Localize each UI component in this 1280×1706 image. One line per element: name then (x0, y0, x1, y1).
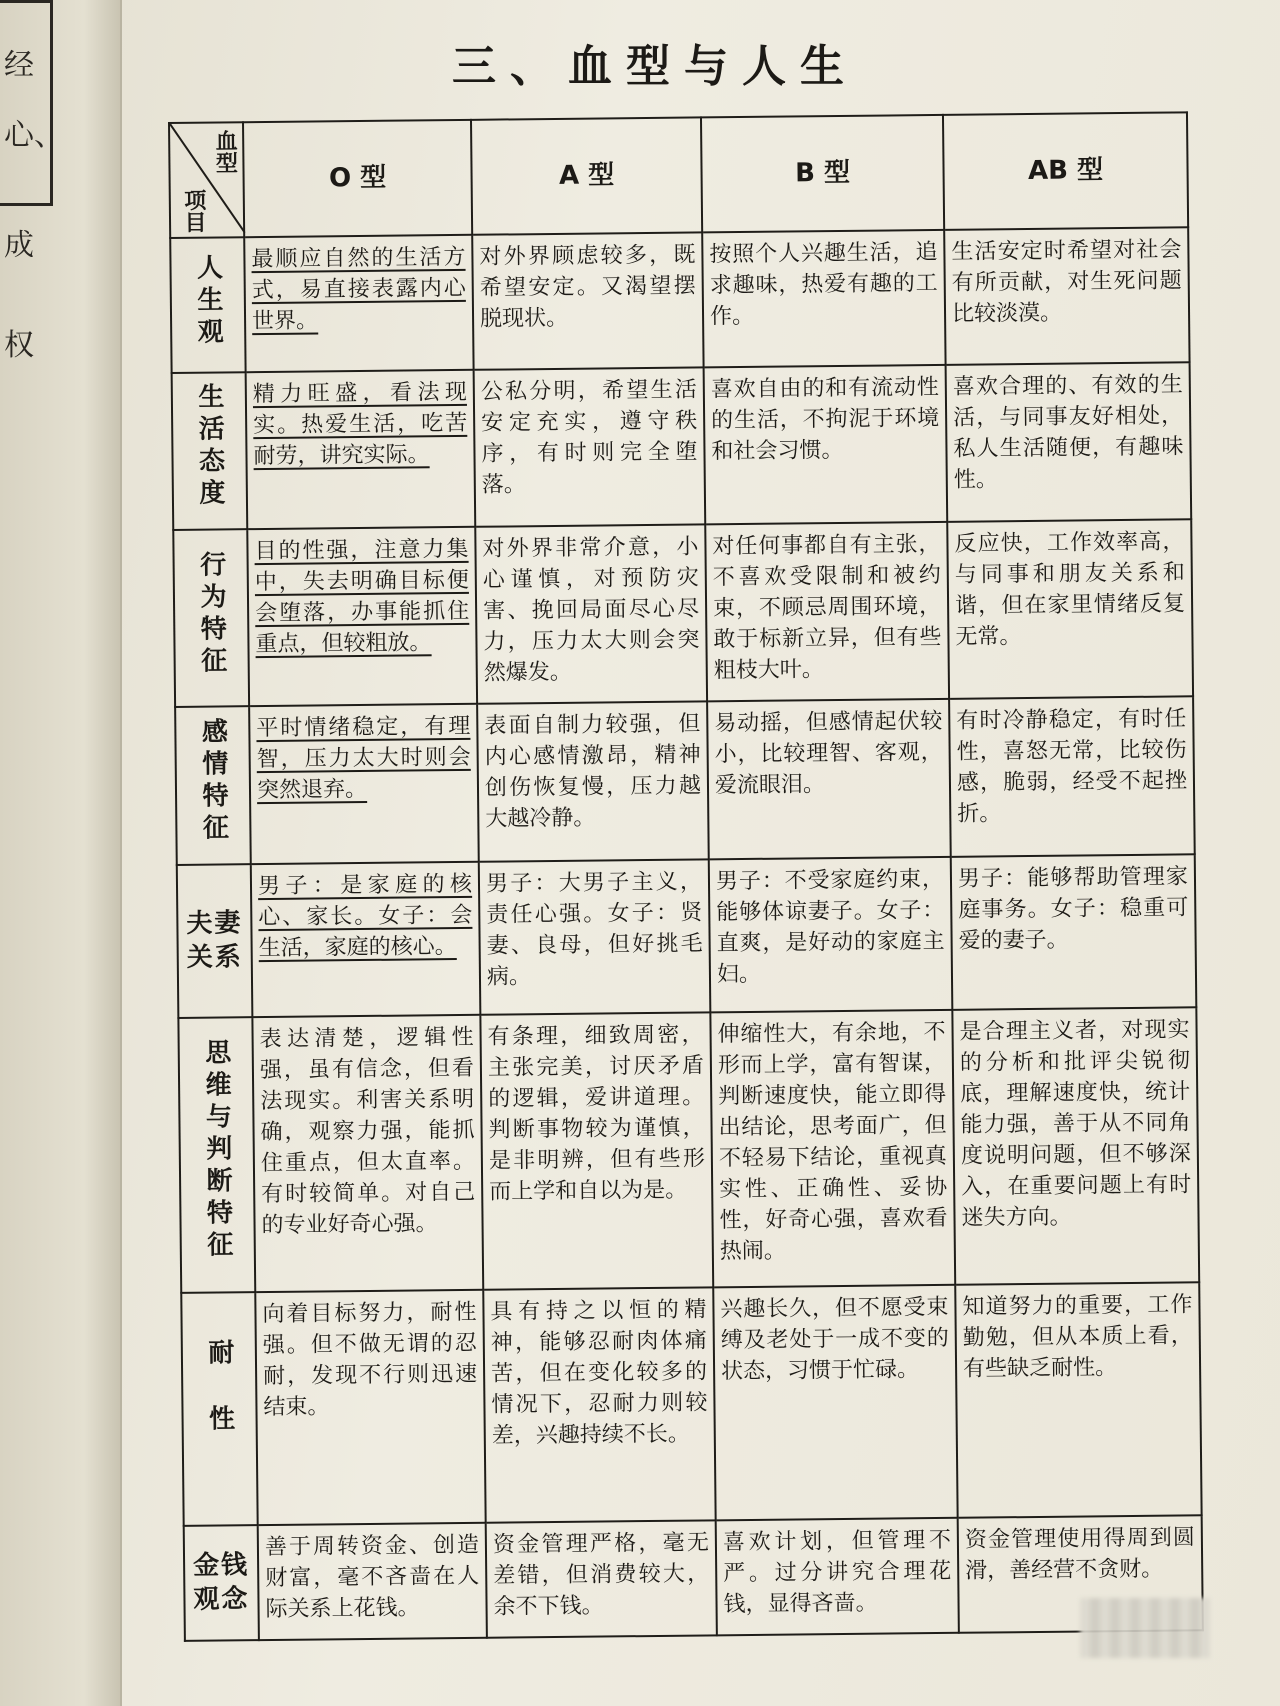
cell-text: 表面自制力较强，但内心感情激昂，精神创伤恢复慢，压力越大越冷静。 (484, 711, 702, 833)
cell-text: 生活安定时希望对社会有所贡献，对生死问题比较淡漠。 (951, 237, 1182, 328)
pixelated-watermark (1080, 1598, 1210, 1658)
cell-text: 资金管理严格，毫无差错，但消费较大，余不下钱。 (492, 1529, 710, 1620)
table-row (177, 854, 1197, 1018)
cell-text: 喜欢合理的、有效的生活，与同事友好相处，私人生活随便，有趣味性。 (952, 372, 1184, 493)
cell-text: 知道努力的重要，工作勤勉，但从本质上看，有些缺乏耐性。 (962, 1291, 1193, 1382)
row-header (173, 529, 249, 707)
cell-text: 精力旺盛，看法现实。热爱生活，吃苦耐劳，讲究实际。 (252, 379, 468, 469)
cell-text: 表达清楚，逻辑性强，虽有信念，但看法现实。利害关系明确，观察力强，能抓住重点，但太直率。有时较简单。对自己的专业好奇心强。 (259, 1024, 476, 1238)
cell-text: 反应快，工作效率高，与同事和朋友关系和谐，但在家里情绪反复无常。 (954, 529, 1186, 650)
blood-type-table (168, 111, 1204, 1642)
row-label: 感情特征 (197, 717, 229, 846)
row-label: 思维与判断特征 (200, 1038, 233, 1263)
row-label: 行为特征 (195, 550, 227, 679)
table-cell (472, 233, 703, 370)
table-cell (944, 228, 1189, 365)
table-cell (709, 856, 953, 1012)
table-row (181, 1282, 1201, 1526)
cell-text: 兴趣长久，但不愿受束缚及老处于一成不变的状态，习惯于忙碌。 (720, 1294, 949, 1384)
cell-text: 喜欢计划，但管理不严。过分讲究合理花钱，显得吝啬。 (722, 1527, 952, 1617)
table-cell (480, 1012, 713, 1289)
table-cell (710, 1010, 955, 1287)
table-row (172, 362, 1192, 530)
table-cell (951, 854, 1197, 1010)
cell-text: 最顺应自然的生活方式，易直接表露内心世界。 (251, 245, 466, 335)
table-row (175, 697, 1195, 865)
table-cell (946, 362, 1192, 522)
facing-page-fragment: 经 (4, 48, 34, 83)
corner-header-cell (169, 122, 244, 238)
table-cell (949, 697, 1195, 857)
table-cell (258, 1522, 487, 1640)
table-cell (246, 369, 476, 529)
cell-text: 对任何事都自有主张，不喜欢受限制和被约束，不顾忌周围环境，敢于标新立异，但有些粗枝大叶。 (712, 531, 942, 684)
cell-text: 男子：大男子主义，责任心强。女子：贤妻、良母，但好挑毛病。 (485, 869, 703, 990)
row-header (175, 706, 251, 864)
table-cell (479, 859, 711, 1015)
table-cell (477, 702, 709, 862)
cell-text: 男子：不受家庭约束，能够体谅妻子。女子：直爽，是好动的家庭主妇。 (715, 866, 945, 987)
table-header-row (169, 112, 1188, 238)
cell-text: 喜欢自由的和有流动性的生活，不拘泥于环境和社会习惯。 (710, 374, 940, 464)
table-cell (705, 522, 949, 702)
cell-text: 按照个人兴趣生活，追求趣味，热爱有趣的工作。 (709, 240, 938, 330)
blood-type-table-wrap (168, 122, 1196, 1642)
table-row (173, 519, 1193, 707)
cell-text: 男子：是家庭的核心、家长。女子：会生活，家庭的核心。 (257, 871, 473, 961)
table-cell (251, 861, 481, 1017)
facing-page-box (0, 0, 53, 206)
cell-text: 有时冷静稳定，有时任性，喜怒无常，比较伤感，脆弱，经受不起挫折。 (956, 706, 1188, 828)
table-cell (255, 1289, 485, 1524)
table-cell (247, 527, 477, 707)
table-cell (955, 1282, 1201, 1517)
row-label: 夫妻关系 (186, 908, 243, 974)
table-cell (252, 1015, 483, 1292)
cell-text: 对外界非常介意，小心谨慎，对预防灾害、挽回局面尽心尽力，压力太大则会突然爆发。 (482, 534, 700, 686)
facing-page-edge (0, 0, 122, 1706)
table-cell (486, 1520, 717, 1638)
cell-text: 男子：能够帮助管理家庭事务。女子：稳重可爱的妻子。 (957, 864, 1189, 954)
cell-text: 目的性强，注意力集中，失去明确目标便会堕落，办事能抓住重点，但较粗放。 (254, 536, 470, 658)
table-cell (475, 524, 707, 704)
row-header (178, 1017, 255, 1293)
cell-text: 有条理，细致周密，主张完美，讨厌矛盾的逻辑，爱讲道理。判断事物较为谨慎，是非明辨，但有些形而上学和自以为是。 (487, 1022, 706, 1205)
cell-text: 对外界顾虑较多，既希望安定。又渴望摆脱现状。 (479, 242, 696, 333)
row-label: 人生观 (192, 252, 224, 350)
facing-page-fragment: 成 (4, 228, 34, 263)
table-cell (707, 699, 951, 859)
row-header (172, 372, 248, 530)
cell-text: 资金管理使用得周到圆滑，善经营不贪财。 (964, 1524, 1196, 1584)
row-label: 生活态度 (193, 382, 226, 512)
table-cell (947, 519, 1193, 699)
column-header-b: B 型 (701, 115, 944, 233)
facing-page-fragment: 权 (4, 328, 34, 363)
column-header-a: A 型 (471, 117, 702, 235)
row-header (181, 1292, 257, 1526)
table-cell (952, 1007, 1199, 1284)
cell-text: 善于周转资金、创造财富，毫不吝啬在人际关系上花钱。 (264, 1532, 480, 1622)
page-title: 三、血型与人生 (452, 41, 858, 92)
facing-page-fragment: 心、 (4, 118, 64, 153)
column-header-ab: AB 型 (943, 112, 1188, 230)
table-row (184, 1515, 1203, 1641)
cell-text: 是合理主义者，对现实的分析和批评尖锐彻底，理解速度快，统计能力强，善于从不同角度说明问题，但不够深入，在重要问题上有时迷失方向。 (959, 1017, 1192, 1231)
table-cell (474, 367, 706, 527)
table-row (170, 228, 1189, 373)
cell-text: 公私分明，希望生活安定充实，遵守秩序，有时则完全堕落。 (480, 377, 698, 498)
table-cell (483, 1287, 715, 1522)
cell-text: 向着目标努力，耐性强。但不做无谓的忍耐，发现不行则迅速结束。 (262, 1299, 478, 1420)
row-header (177, 864, 253, 1018)
corner-label-blood-type: 血型 (212, 129, 238, 174)
row-label: 金钱观念 (192, 1550, 250, 1616)
corner-label-item: 项目 (180, 188, 207, 234)
table-cell (702, 230, 945, 367)
table-cell (716, 1517, 959, 1635)
table-cell (704, 365, 948, 525)
cell-text: 平时情绪稳定，有理智，压力太大时则会突然退弃。 (256, 714, 471, 804)
cell-text: 伸缩性大，有余地，不形而上学，富有智谋，判断速度快，能立即得出结论，思考面广，但不轻易下结论，重视真实性、正确性、妥协性，好奇心强，喜欢看热闹。 (717, 1019, 948, 1265)
column-header-o: O 型 (243, 120, 472, 238)
cell-text: 易动摇，但感情起伏较小，比较理智、客观，爱流眼泪。 (714, 709, 943, 799)
table-cell (249, 704, 479, 864)
row-header (184, 1525, 259, 1641)
table-cell (244, 235, 473, 372)
table-cell (713, 1284, 957, 1519)
table-row (178, 1007, 1199, 1292)
row-label: 耐性 (203, 1338, 236, 1471)
cell-text: 具有持之以恒的精神，能够忍耐肉体痛苦，但在变化较多的情况下，忍耐力则较差，兴趣持续不长。 (490, 1297, 708, 1449)
row-header (170, 238, 245, 373)
